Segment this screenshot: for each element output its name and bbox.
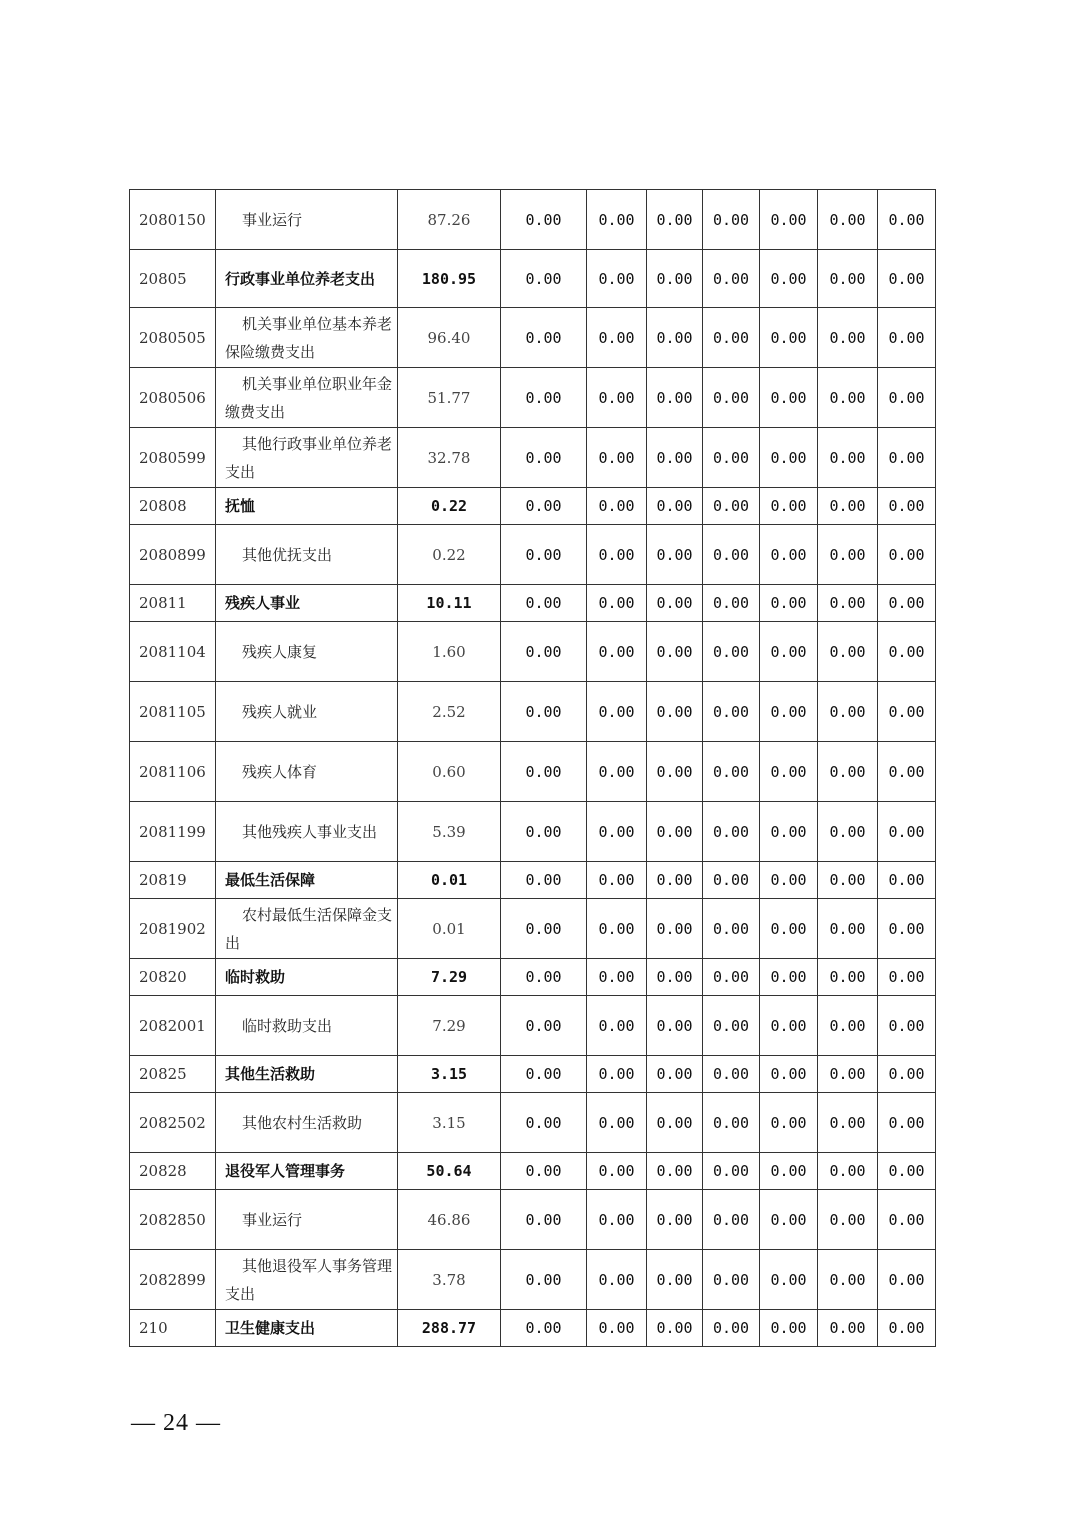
amount-cell: 0.00: [878, 996, 936, 1056]
amount-cell: 0.00: [703, 899, 760, 959]
amount-cell: 0.00: [760, 1153, 818, 1190]
amount-cell: 0.00: [703, 1250, 760, 1310]
amount-cell: 0.00: [818, 996, 878, 1056]
amount-cell: 0.00: [818, 622, 878, 682]
amount-cell: 0.00: [818, 190, 878, 250]
amount-cell: 0.00: [818, 682, 878, 742]
subject-name-cell: [216, 682, 398, 742]
amount-cell: 0.00: [818, 959, 878, 996]
subject-name: 残疾人康复: [242, 642, 318, 661]
subject-name-cell: [216, 622, 398, 682]
amount-cell: 0.00: [760, 368, 818, 428]
total-amount: 0.22: [398, 525, 501, 585]
subject-name-cell: [216, 250, 398, 308]
amount-cell: 0.00: [703, 622, 760, 682]
table-row: [130, 742, 936, 802]
subject-code: 20825: [130, 1056, 216, 1093]
amount-cell: 0.00: [703, 1190, 760, 1250]
amount-cell: 0.00: [501, 1310, 587, 1347]
subject-name: 残疾人体育: [242, 762, 318, 781]
subject-code: 20820: [130, 959, 216, 996]
amount-cell: 0.00: [878, 368, 936, 428]
subject-name-cell: [216, 742, 398, 802]
amount-cell: 0.00: [703, 1093, 760, 1153]
total-amount: 32.78: [398, 428, 501, 488]
amount-cell: 0.00: [587, 1093, 647, 1153]
amount-cell: 0.00: [878, 682, 936, 742]
amount-cell: 0.00: [587, 959, 647, 996]
subject-name-cell: [216, 996, 398, 1056]
amount-cell: 0.00: [587, 682, 647, 742]
amount-cell: 0.00: [703, 368, 760, 428]
amount-cell: 0.00: [760, 488, 818, 525]
subject-name: 残疾人事业: [225, 594, 301, 612]
table-row: [130, 1250, 936, 1310]
amount-cell: 0.00: [703, 190, 760, 250]
amount-cell: 0.00: [878, 250, 936, 308]
subject-code: 2082001: [130, 996, 216, 1056]
subject-name: 残疾人就业: [242, 702, 318, 721]
amount-cell: 0.00: [647, 862, 703, 899]
subject-name-cell: [216, 428, 398, 488]
amount-cell: 0.00: [760, 525, 818, 585]
amount-cell: 0.00: [878, 488, 936, 525]
amount-cell: 0.00: [878, 190, 936, 250]
subject-code: 2080506: [130, 368, 216, 428]
amount-cell: 0.00: [818, 428, 878, 488]
amount-cell: 0.00: [760, 862, 818, 899]
amount-cell: 0.00: [818, 742, 878, 802]
amount-cell: 0.00: [647, 1190, 703, 1250]
subject-code: 20819: [130, 862, 216, 899]
amount-cell: 0.00: [501, 802, 587, 862]
amount-cell: 0.00: [647, 250, 703, 308]
amount-cell: 0.00: [647, 308, 703, 368]
subject-name: 其他生活救助: [225, 1065, 316, 1083]
amount-cell: 0.00: [878, 742, 936, 802]
amount-cell: 0.00: [878, 1093, 936, 1153]
amount-cell: 0.00: [818, 308, 878, 368]
table-body: [130, 190, 936, 1347]
table-row: [130, 190, 936, 250]
amount-cell: 0.00: [703, 802, 760, 862]
amount-cell: 0.00: [647, 488, 703, 525]
amount-cell: 0.00: [703, 862, 760, 899]
subject-code: 20808: [130, 488, 216, 525]
table-row: [130, 525, 936, 585]
amount-cell: 0.00: [703, 585, 760, 622]
total-amount: 96.40: [398, 308, 501, 368]
amount-cell: 0.00: [878, 1250, 936, 1310]
total-amount: 3.15: [398, 1093, 501, 1153]
table-row: [130, 1093, 936, 1153]
subject-code: 20811: [130, 585, 216, 622]
amount-cell: 0.00: [878, 428, 936, 488]
subject-name: 最低生活保障: [225, 871, 316, 889]
amount-cell: 0.00: [760, 1056, 818, 1093]
amount-cell: 0.00: [647, 996, 703, 1056]
budget-table: [129, 189, 936, 1347]
amount-cell: 0.00: [501, 428, 587, 488]
subject-name: 其他优抚支出: [242, 545, 333, 564]
subject-code: 2081104: [130, 622, 216, 682]
table-row: [130, 682, 936, 742]
amount-cell: 0.00: [647, 428, 703, 488]
amount-cell: 0.00: [878, 1310, 936, 1347]
subject-name-cell: [216, 368, 398, 428]
amount-cell: 0.00: [818, 1250, 878, 1310]
subject-name-cell: [216, 899, 398, 959]
subject-name-cell: [216, 1190, 398, 1250]
subject-code: 2081106: [130, 742, 216, 802]
subject-code: 2080599: [130, 428, 216, 488]
amount-cell: 0.00: [587, 1310, 647, 1347]
subject-name-cell: [216, 190, 398, 250]
amount-cell: 0.00: [878, 585, 936, 622]
amount-cell: 0.00: [647, 585, 703, 622]
amount-cell: 0.00: [878, 308, 936, 368]
amount-cell: 0.00: [587, 428, 647, 488]
amount-cell: 0.00: [703, 1153, 760, 1190]
amount-cell: 0.00: [647, 1310, 703, 1347]
amount-cell: 0.00: [818, 1056, 878, 1093]
table-row: [130, 1056, 936, 1093]
amount-cell: 0.00: [760, 308, 818, 368]
subject-name-cell: [216, 585, 398, 622]
amount-cell: 0.00: [760, 250, 818, 308]
amount-cell: 0.00: [818, 1310, 878, 1347]
amount-cell: 0.00: [647, 1250, 703, 1310]
amount-cell: 0.00: [647, 682, 703, 742]
amount-cell: 0.00: [647, 959, 703, 996]
amount-cell: 0.00: [703, 682, 760, 742]
amount-cell: 0.00: [587, 1153, 647, 1190]
subject-code: 2082850: [130, 1190, 216, 1250]
amount-cell: 0.00: [501, 308, 587, 368]
amount-cell: 0.00: [760, 802, 818, 862]
total-amount: 5.39: [398, 802, 501, 862]
subject-name: 卫生健康支出: [225, 1319, 316, 1337]
subject-name: 其他农村生活救助: [242, 1113, 363, 1132]
amount-cell: 0.00: [587, 1190, 647, 1250]
subject-name: 机关事业单位职业年金缴费支出: [225, 374, 393, 421]
subject-name-cell: [216, 1310, 398, 1347]
amount-cell: 0.00: [703, 996, 760, 1056]
amount-cell: 0.00: [587, 862, 647, 899]
amount-cell: 0.00: [760, 585, 818, 622]
amount-cell: 0.00: [587, 190, 647, 250]
table-row: [130, 862, 936, 899]
amount-cell: 0.00: [760, 996, 818, 1056]
amount-cell: 0.00: [501, 488, 587, 525]
amount-cell: 0.00: [647, 368, 703, 428]
total-amount: 10.11: [398, 585, 501, 622]
table-row: [130, 899, 936, 959]
subject-name: 退役军人管理事务: [225, 1162, 346, 1180]
amount-cell: 0.00: [760, 959, 818, 996]
amount-cell: 0.00: [760, 190, 818, 250]
amount-cell: 0.00: [647, 899, 703, 959]
subject-name: 行政事业单位养老支出: [225, 269, 376, 288]
subject-code: 2082502: [130, 1093, 216, 1153]
subject-code: 210: [130, 1310, 216, 1347]
subject-code: 2081902: [130, 899, 216, 959]
total-amount: 0.01: [398, 862, 501, 899]
subject-name: 临时救助支出: [242, 1016, 333, 1035]
amount-cell: 0.00: [501, 622, 587, 682]
amount-cell: 0.00: [501, 525, 587, 585]
amount-cell: 0.00: [818, 250, 878, 308]
table-row: [130, 996, 936, 1056]
amount-cell: 0.00: [587, 996, 647, 1056]
amount-cell: 0.00: [703, 308, 760, 368]
subject-name-cell: [216, 1093, 398, 1153]
amount-cell: 0.00: [818, 1093, 878, 1153]
total-amount: 7.29: [398, 996, 501, 1056]
subject-name: 抚恤: [225, 497, 256, 515]
amount-cell: 0.00: [760, 899, 818, 959]
amount-cell: 0.00: [703, 250, 760, 308]
subject-name: 其他行政事业单位养老支出: [225, 434, 393, 481]
amount-cell: 0.00: [818, 585, 878, 622]
amount-cell: 0.00: [878, 1153, 936, 1190]
amount-cell: 0.00: [501, 742, 587, 802]
table-row: [130, 1190, 936, 1250]
amount-cell: 0.00: [501, 899, 587, 959]
total-amount: 51.77: [398, 368, 501, 428]
table-row: [130, 308, 936, 368]
amount-cell: 0.00: [878, 1190, 936, 1250]
amount-cell: 0.00: [501, 1190, 587, 1250]
amount-cell: 0.00: [703, 525, 760, 585]
amount-cell: 0.00: [587, 308, 647, 368]
table-row: [130, 802, 936, 862]
amount-cell: 0.00: [587, 488, 647, 525]
amount-cell: 0.00: [760, 1250, 818, 1310]
amount-cell: 0.00: [501, 1250, 587, 1310]
subject-code: 2080505: [130, 308, 216, 368]
amount-cell: 0.00: [647, 742, 703, 802]
amount-cell: 0.00: [818, 1153, 878, 1190]
total-amount: 0.22: [398, 488, 501, 525]
amount-cell: 0.00: [703, 959, 760, 996]
amount-cell: 0.00: [818, 488, 878, 525]
total-amount: 7.29: [398, 959, 501, 996]
amount-cell: 0.00: [647, 1056, 703, 1093]
total-amount: 3.15: [398, 1056, 501, 1093]
total-amount: 50.64: [398, 1153, 501, 1190]
amount-cell: 0.00: [587, 1250, 647, 1310]
amount-cell: 0.00: [818, 862, 878, 899]
amount-cell: 0.00: [760, 622, 818, 682]
subject-name-cell: [216, 959, 398, 996]
subject-code: 2082899: [130, 1250, 216, 1310]
subject-name: 事业运行: [242, 1210, 303, 1229]
amount-cell: 0.00: [647, 190, 703, 250]
amount-cell: 0.00: [647, 1093, 703, 1153]
amount-cell: 0.00: [878, 1056, 936, 1093]
amount-cell: 0.00: [587, 1056, 647, 1093]
total-amount: 180.95: [398, 250, 501, 308]
table-row: [130, 585, 936, 622]
amount-cell: 0.00: [878, 862, 936, 899]
amount-cell: 0.00: [818, 1190, 878, 1250]
amount-cell: 0.00: [703, 428, 760, 488]
amount-cell: 0.00: [818, 802, 878, 862]
amount-cell: 0.00: [587, 802, 647, 862]
amount-cell: 0.00: [647, 1153, 703, 1190]
total-amount: 288.77: [398, 1310, 501, 1347]
total-amount: 0.60: [398, 742, 501, 802]
page-number: — 24 —: [131, 1410, 221, 1436]
subject-code: 20828: [130, 1153, 216, 1190]
subject-name-cell: [216, 488, 398, 525]
amount-cell: 0.00: [501, 250, 587, 308]
amount-cell: 0.00: [587, 585, 647, 622]
subject-name-cell: [216, 1250, 398, 1310]
amount-cell: 0.00: [647, 802, 703, 862]
amount-cell: 0.00: [818, 368, 878, 428]
amount-cell: 0.00: [647, 525, 703, 585]
table-row: [130, 428, 936, 488]
amount-cell: 0.00: [587, 368, 647, 428]
amount-cell: 0.00: [501, 1153, 587, 1190]
subject-name: 事业运行: [242, 210, 303, 229]
amount-cell: 0.00: [878, 899, 936, 959]
amount-cell: 0.00: [878, 802, 936, 862]
subject-name-cell: [216, 525, 398, 585]
subject-name-cell: [216, 308, 398, 368]
subject-name-cell: [216, 1153, 398, 1190]
subject-name: 机关事业单位基本养老保险缴费支出: [225, 314, 393, 361]
amount-cell: 0.00: [647, 622, 703, 682]
amount-cell: 0.00: [760, 428, 818, 488]
amount-cell: 0.00: [760, 742, 818, 802]
table-row: [130, 1310, 936, 1347]
total-amount: 3.78: [398, 1250, 501, 1310]
table-row: [130, 622, 936, 682]
amount-cell: 0.00: [703, 488, 760, 525]
table-row: [130, 368, 936, 428]
amount-cell: 0.00: [878, 525, 936, 585]
amount-cell: 0.00: [587, 899, 647, 959]
amount-cell: 0.00: [703, 742, 760, 802]
amount-cell: 0.00: [587, 250, 647, 308]
amount-cell: 0.00: [818, 899, 878, 959]
amount-cell: 0.00: [878, 622, 936, 682]
total-amount: 0.01: [398, 899, 501, 959]
table-row: [130, 1153, 936, 1190]
subject-code: 2081199: [130, 802, 216, 862]
amount-cell: 0.00: [501, 190, 587, 250]
amount-cell: 0.00: [501, 1093, 587, 1153]
subject-code: 20805: [130, 250, 216, 308]
amount-cell: 0.00: [587, 622, 647, 682]
total-amount: 2.52: [398, 682, 501, 742]
amount-cell: 0.00: [501, 682, 587, 742]
amount-cell: 0.00: [501, 862, 587, 899]
subject-name: 农村最低生活保障金支出: [225, 905, 393, 952]
subject-code: 2081105: [130, 682, 216, 742]
amount-cell: 0.00: [760, 682, 818, 742]
subject-code: 2080150: [130, 190, 216, 250]
amount-cell: 0.00: [760, 1190, 818, 1250]
total-amount: 46.86: [398, 1190, 501, 1250]
amount-cell: 0.00: [760, 1310, 818, 1347]
amount-cell: 0.00: [760, 1093, 818, 1153]
amount-cell: 0.00: [587, 525, 647, 585]
amount-cell: 0.00: [501, 585, 587, 622]
subject-name-cell: [216, 862, 398, 899]
table-row: [130, 488, 936, 525]
subject-name: 其他残疾人事业支出: [242, 822, 378, 841]
subject-name-cell: [216, 802, 398, 862]
table-row: [130, 959, 936, 996]
total-amount: 87.26: [398, 190, 501, 250]
amount-cell: 0.00: [703, 1056, 760, 1093]
table-row: [130, 250, 936, 308]
subject-name: 其他退役军人事务管理支出: [225, 1256, 393, 1303]
amount-cell: 0.00: [878, 959, 936, 996]
subject-code: 2080899: [130, 525, 216, 585]
subject-name: 临时救助: [225, 968, 286, 986]
amount-cell: 0.00: [501, 1056, 587, 1093]
amount-cell: 0.00: [703, 1310, 760, 1347]
amount-cell: 0.00: [587, 742, 647, 802]
amount-cell: 0.00: [501, 996, 587, 1056]
amount-cell: 0.00: [501, 368, 587, 428]
subject-name-cell: [216, 1056, 398, 1093]
amount-cell: 0.00: [818, 525, 878, 585]
amount-cell: 0.00: [501, 959, 587, 996]
total-amount: 1.60: [398, 622, 501, 682]
